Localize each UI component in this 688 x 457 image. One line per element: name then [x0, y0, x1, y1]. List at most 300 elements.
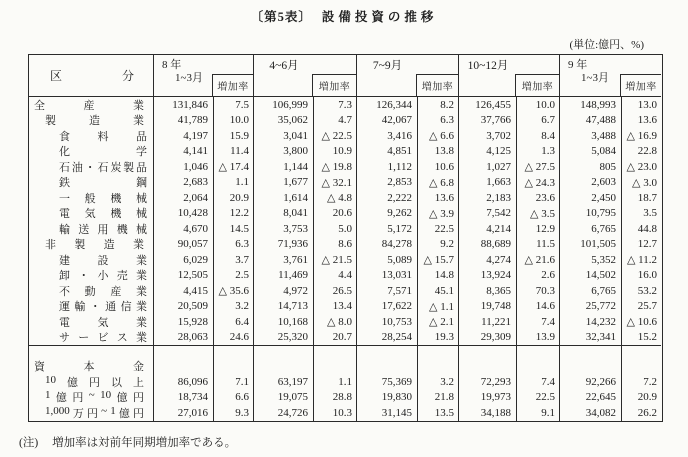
capital-row-label — [29, 374, 153, 390]
cell-rate: △ 3.9 — [417, 206, 458, 222]
cell-rate: △ 6.6 — [417, 128, 458, 144]
label-token: 業 — [136, 332, 147, 345]
cell-value: 106,999 — [253, 97, 313, 113]
row-label-text — [34, 358, 144, 374]
cell-value: 5,352 — [559, 252, 621, 268]
row-label-text — [59, 314, 147, 330]
row-label-text — [59, 159, 147, 175]
label-token: 資 — [34, 360, 45, 373]
cell-rate: 8.2 — [417, 97, 458, 113]
cell-rate: 26.5 — [313, 283, 356, 299]
cell-value: 19,748 — [458, 299, 516, 315]
industry-row-label — [29, 128, 153, 144]
section-separator — [213, 345, 253, 358]
label-token: 械 — [135, 208, 147, 221]
cell-rate: 12.9 — [516, 221, 559, 237]
industry-row-label — [29, 221, 153, 237]
category-header-left: 区 — [50, 69, 63, 83]
cell-rate: 3.2 — [213, 299, 253, 315]
cell-rate: 8.6 — [313, 237, 356, 253]
cell-value: 19,075 — [253, 389, 313, 405]
cell-value: 19,973 — [458, 389, 516, 405]
cell-value: 2,853 — [356, 175, 417, 191]
industry-row-label — [29, 314, 153, 330]
cell-value: 25,772 — [559, 299, 621, 315]
header-group-3 — [356, 55, 458, 97]
label-token: ~ — [101, 404, 108, 417]
cell-rate: 22.8 — [621, 144, 661, 160]
section-separator — [313, 345, 356, 358]
cell-value: 4,670 — [153, 221, 213, 237]
label-token: 金 — [133, 360, 144, 373]
cell-value: 34,082 — [559, 405, 621, 421]
cell-value: 148,993 — [559, 97, 621, 113]
row-label-text — [59, 143, 147, 159]
label-token: 動 — [84, 285, 96, 298]
cell-rate: 28.8 — [313, 389, 356, 405]
cell-rate: 15.2 — [621, 330, 661, 346]
cell-rate: △ 21.6 — [516, 252, 559, 268]
cell-rate: 1.1 — [313, 374, 356, 390]
cell-value: 9,262 — [356, 206, 417, 222]
cell-value: 8,041 — [253, 206, 313, 222]
cell-rate: 22.5 — [417, 221, 458, 237]
cell-rate: △ 3.0 — [621, 175, 661, 191]
cell-value: 3,753 — [253, 221, 313, 237]
label-token: 機 — [116, 223, 128, 236]
label-token: 品 — [135, 161, 147, 174]
capital-investment-table — [28, 54, 663, 422]
section-separator — [621, 345, 661, 358]
row-label-text — [59, 267, 147, 283]
cell-value: 63,197 — [253, 374, 313, 390]
label-token: 円 — [132, 407, 144, 420]
cell-value: 71,936 — [253, 237, 313, 253]
label-token: 輸 — [74, 301, 86, 314]
cell-value: 4,851 — [356, 144, 417, 160]
cell-rate: 6.3 — [417, 113, 458, 129]
label-token: 業 — [136, 316, 147, 329]
cell-rate: 6.7 — [516, 113, 559, 129]
cell-rate: 3.2 — [417, 374, 458, 390]
row-label-text — [34, 97, 144, 113]
row-label-text — [59, 283, 147, 299]
cell-value: 6,765 — [559, 283, 621, 299]
label-token: 電 — [59, 316, 70, 329]
label-token: 製 — [123, 161, 135, 174]
cell-rate — [516, 358, 559, 374]
label-token: 産 — [110, 285, 122, 298]
cell-rate: 6.6 — [213, 389, 253, 405]
label-token: 鉄 — [59, 177, 70, 190]
cell-value: 41,789 — [153, 113, 213, 129]
label-token: 用 — [97, 223, 109, 236]
year-line: 9 年 — [568, 59, 588, 71]
unit-label: (単位:億円、%) — [569, 39, 644, 51]
cell-rate: △ 10.6 — [621, 314, 661, 330]
label-token: 建 — [59, 254, 70, 267]
cell-value: 8,365 — [458, 283, 516, 299]
label-token: ・ — [89, 301, 101, 314]
cell-rate: 4.7 — [313, 113, 356, 129]
industry-row-label — [29, 299, 153, 315]
label-token: 業 — [132, 239, 144, 252]
cell-value: 19,830 — [356, 389, 417, 405]
row-label-text — [59, 329, 147, 345]
cell-value: 29,309 — [458, 330, 516, 346]
label-token: 円 — [87, 407, 98, 420]
cell-value: 7,542 — [458, 206, 516, 222]
industry-row-label — [29, 237, 153, 253]
label-token: 械 — [135, 192, 147, 205]
cell-rate: 70.3 — [516, 283, 559, 299]
cell-rate: 10.0 — [213, 113, 253, 129]
cell-rate: △ 22.5 — [313, 128, 356, 144]
rate-column-label: 増加率 — [212, 74, 253, 96]
row-label-text — [59, 190, 147, 206]
label-token: 石 — [59, 161, 70, 174]
cell-value: 4,415 — [153, 283, 213, 299]
label-token: 鋼 — [136, 177, 147, 190]
cell-value: 805 — [559, 159, 621, 175]
industry-row-label — [29, 159, 153, 175]
cell-rate: △ 1.1 — [417, 299, 458, 315]
cell-rate: △ 21.5 — [313, 252, 356, 268]
label-token: 化 — [59, 146, 70, 159]
row-label-text — [45, 112, 144, 128]
cell-value: 4,214 — [458, 221, 516, 237]
period-line: 1~3月 — [175, 72, 203, 84]
cell-rate: △ 24.3 — [516, 175, 559, 191]
cell-rate: 9.2 — [417, 237, 458, 253]
label-token: 製 — [74, 239, 86, 252]
cell-rate — [213, 358, 253, 374]
label-token: 業 — [133, 115, 144, 128]
row-label-text — [59, 221, 147, 237]
cell-rate: 4.4 — [313, 268, 356, 284]
cell-rate: 15.9 — [213, 128, 253, 144]
cell-rate: 9.1 — [516, 405, 559, 421]
cell-rate: △ 27.5 — [516, 159, 559, 175]
cell-value: 131,846 — [153, 97, 213, 113]
cell-value — [559, 358, 621, 374]
cell-rate — [417, 358, 458, 374]
label-token: 造 — [89, 115, 100, 128]
cell-value: 3,702 — [458, 128, 516, 144]
cell-value: 1,112 — [356, 159, 417, 175]
cell-value: 2,450 — [559, 190, 621, 206]
cell-rate: △ 35.6 — [213, 283, 253, 299]
cell-rate: 14.5 — [213, 221, 253, 237]
industry-row-label — [29, 330, 153, 346]
cell-rate: 12.2 — [213, 206, 253, 222]
label-token: 機 — [110, 208, 122, 221]
row-label-text — [45, 236, 144, 252]
cell-rate: △ 6.8 — [417, 175, 458, 191]
label-token: 業 — [135, 285, 147, 298]
cell-rate: 26.2 — [621, 405, 661, 421]
label-token: 般 — [84, 192, 96, 205]
cell-rate: 6.3 — [213, 237, 253, 253]
cell-rate: 14.6 — [516, 299, 559, 315]
header-group-5 — [559, 55, 661, 97]
cell-value: 4,197 — [153, 128, 213, 144]
cell-value: 3,041 — [253, 128, 313, 144]
cell-rate: △ 3.5 — [516, 206, 559, 222]
rate-column-label: 増加率 — [620, 74, 661, 96]
cell-value: 1,614 — [253, 190, 313, 206]
row-label-text — [59, 205, 147, 221]
cell-rate: △ 23.0 — [621, 159, 661, 175]
cell-value: 10,168 — [253, 314, 313, 330]
cell-value: 1,663 — [458, 175, 516, 191]
label-token: 炭 — [110, 161, 122, 174]
cell-value: 32,341 — [559, 330, 621, 346]
cell-value: 14,232 — [559, 314, 621, 330]
cell-value: 90,057 — [153, 237, 213, 253]
cell-value: 31,145 — [356, 405, 417, 421]
cell-rate: 19.3 — [417, 330, 458, 346]
industry-row-label — [29, 206, 153, 222]
cell-value — [153, 358, 213, 374]
cell-rate: 21.8 — [417, 389, 458, 405]
cell-value: 2,603 — [559, 175, 621, 191]
cell-rate: 3.5 — [621, 206, 661, 222]
row-label-text — [45, 374, 144, 390]
cell-rate: 1.1 — [213, 175, 253, 191]
cell-rate: 9.3 — [213, 405, 253, 421]
label-token: 以 — [111, 376, 122, 389]
cell-value: 27,016 — [153, 405, 213, 421]
row-label-text — [59, 252, 147, 268]
cell-rate: △ 11.2 — [621, 252, 661, 268]
industry-row-label — [29, 268, 153, 284]
title-prefix: 〔第5表〕 — [250, 10, 312, 24]
cell-rate: 7.1 — [213, 374, 253, 390]
label-token: 上 — [133, 376, 144, 389]
label-token: 電 — [59, 208, 70, 221]
cell-rate: 20.7 — [313, 330, 356, 346]
row-label-text — [59, 298, 147, 314]
cell-rate — [621, 358, 661, 374]
cell-value: 28,063 — [153, 330, 213, 346]
section-separator — [458, 345, 516, 358]
cell-value: 2,222 — [356, 190, 417, 206]
label-token: 学 — [136, 146, 147, 159]
industry-row-label — [29, 252, 153, 268]
cell-rate: 7.2 — [621, 374, 661, 390]
cell-rate: △ 16.9 — [621, 128, 661, 144]
row-label-text — [59, 128, 147, 144]
cell-value: 126,344 — [356, 97, 417, 113]
label-token: 10 — [45, 373, 56, 386]
cell-rate: 13.6 — [621, 113, 661, 129]
cell-rate: 13.4 — [313, 299, 356, 315]
cell-value: 14,713 — [253, 299, 313, 315]
period-label: 7~9月 — [372, 59, 403, 72]
industry-row-label — [29, 113, 153, 129]
cell-rate: △ 32.1 — [313, 175, 356, 191]
label-token: 1 — [45, 389, 51, 402]
cell-value: 15,928 — [153, 314, 213, 330]
cell-value: 4,125 — [458, 144, 516, 160]
section-separator — [516, 345, 559, 358]
cell-rate: 13.0 — [621, 97, 661, 113]
label-token: 気 — [84, 208, 96, 221]
industry-row-label — [29, 175, 153, 191]
cell-value: 37,766 — [458, 113, 516, 129]
label-token: 輸 — [59, 223, 70, 236]
label-token: 円 — [72, 392, 84, 405]
label-token: 運 — [59, 301, 70, 314]
label-token: 業 — [136, 270, 147, 283]
cell-value: 126,455 — [458, 97, 516, 113]
cell-rate: 53.2 — [621, 283, 661, 299]
label-token: 全 — [34, 99, 45, 112]
label-token: 石 — [97, 161, 109, 174]
cell-value: 4,274 — [458, 252, 516, 268]
industry-row-label — [29, 283, 153, 299]
cell-rate: 16.0 — [621, 268, 661, 284]
period-label: 10~12月 — [467, 59, 509, 72]
cell-value: 11,221 — [458, 314, 516, 330]
label-token: 億 — [116, 392, 128, 405]
capital-row-label — [29, 358, 153, 374]
industry-row-label — [29, 190, 153, 206]
cell-value: 4,141 — [153, 144, 213, 160]
cell-value: 1,677 — [253, 175, 313, 191]
cell-rate: 13.8 — [417, 144, 458, 160]
cell-value: 3,800 — [253, 144, 313, 160]
label-token: 品 — [136, 130, 147, 143]
cell-value — [356, 358, 417, 374]
label-token: 非 — [45, 239, 56, 252]
cell-rate: △ 2.1 — [417, 314, 458, 330]
label-token: 10 — [100, 389, 112, 402]
cell-value: 11,469 — [253, 268, 313, 284]
industry-row-label — [29, 97, 153, 113]
label-token: 億 — [55, 392, 67, 405]
cell-value: 22,645 — [559, 389, 621, 405]
cell-value: 84,278 — [356, 237, 417, 253]
cell-rate: 25.7 — [621, 299, 661, 315]
cell-rate: 20.9 — [621, 389, 661, 405]
cell-rate: 11.5 — [516, 237, 559, 253]
cell-rate: 10.3 — [313, 405, 356, 421]
row-label-text — [59, 174, 147, 190]
cell-rate: 5.0 — [313, 221, 356, 237]
label-token: 械 — [136, 223, 147, 236]
label-token: 気 — [97, 316, 109, 329]
label-token: 信 — [120, 301, 132, 314]
label-token: 円 — [132, 392, 144, 405]
capital-row-label — [29, 405, 153, 421]
label-token: 送 — [78, 223, 90, 236]
row-label-text — [45, 405, 144, 421]
cell-rate: 10.9 — [313, 144, 356, 160]
category-header-right: 分 — [121, 69, 134, 83]
cell-value: 14,502 — [559, 268, 621, 284]
label-token: 通 — [105, 301, 117, 314]
label-token: 卸 — [59, 270, 70, 283]
industry-row-label — [29, 144, 153, 160]
cell-value: 5,172 — [356, 221, 417, 237]
cell-rate: 7.4 — [516, 314, 559, 330]
cell-rate: 13.9 — [516, 330, 559, 346]
cell-rate: 44.8 — [621, 221, 661, 237]
cell-rate: 23.6 — [516, 190, 559, 206]
footnote-text: 増加率は対前年同期増加率である。 — [52, 436, 237, 449]
cell-value: 88,689 — [458, 237, 516, 253]
period-label: 4~6月 — [269, 59, 299, 72]
label-token: 小 — [97, 270, 109, 283]
cell-value: 24,726 — [253, 405, 313, 421]
header-group-4 — [458, 55, 559, 97]
cell-rate: 45.1 — [417, 283, 458, 299]
cell-rate: 1.3 — [516, 144, 559, 160]
label-token: 売 — [116, 270, 128, 283]
cell-rate: 20.9 — [213, 190, 253, 206]
label-token: 業 — [135, 301, 147, 314]
cell-rate: 7.3 — [313, 97, 356, 113]
label-token: 産 — [83, 99, 95, 112]
cell-value: 3,488 — [559, 128, 621, 144]
cell-value: 6,765 — [559, 221, 621, 237]
label-token: ス — [116, 332, 128, 345]
label-token: 不 — [59, 285, 70, 298]
cell-value: 2,064 — [153, 190, 213, 206]
cell-rate: 7.4 — [516, 374, 559, 390]
label-token: 業 — [133, 99, 144, 112]
cell-rate: △ 4.8 — [313, 190, 356, 206]
cell-value — [458, 358, 516, 374]
cell-rate: 12.7 — [621, 237, 661, 253]
cell-value: 1,046 — [153, 159, 213, 175]
cell-value: 25,320 — [253, 330, 313, 346]
label-token: 億 — [118, 407, 130, 420]
label-token: 造 — [103, 239, 115, 252]
label-token: ・ — [84, 161, 96, 174]
label-token: ー — [78, 332, 90, 345]
cell-value: 18,734 — [153, 389, 213, 405]
row-label-text — [45, 389, 144, 405]
capital-row-label — [29, 389, 153, 405]
rate-column-label: 増加率 — [515, 74, 559, 96]
cell-rate: 10.0 — [516, 97, 559, 113]
cell-value: 72,293 — [458, 374, 516, 390]
section-separator — [29, 345, 153, 358]
label-token: 円 — [89, 376, 100, 389]
section-separator — [153, 345, 213, 358]
cell-rate: △ 8.0 — [313, 314, 356, 330]
period-line: 1~3月 — [581, 72, 609, 84]
cell-value: 42,067 — [356, 113, 417, 129]
cell-rate: 13.6 — [417, 190, 458, 206]
cell-value: 20,509 — [153, 299, 213, 315]
cell-value: 1,027 — [458, 159, 516, 175]
label-token: ・ — [78, 270, 90, 283]
section-separator — [253, 345, 313, 358]
cell-rate: 2.5 — [213, 268, 253, 284]
cell-rate: 24.6 — [213, 330, 253, 346]
label-token: 1,000 — [45, 404, 70, 417]
cell-value: 92,266 — [559, 374, 621, 390]
cell-value: 3,761 — [253, 252, 313, 268]
cell-rate: 2.6 — [516, 268, 559, 284]
section-separator — [356, 345, 417, 358]
category-header-cell — [29, 55, 153, 97]
cell-value: 101,505 — [559, 237, 621, 253]
